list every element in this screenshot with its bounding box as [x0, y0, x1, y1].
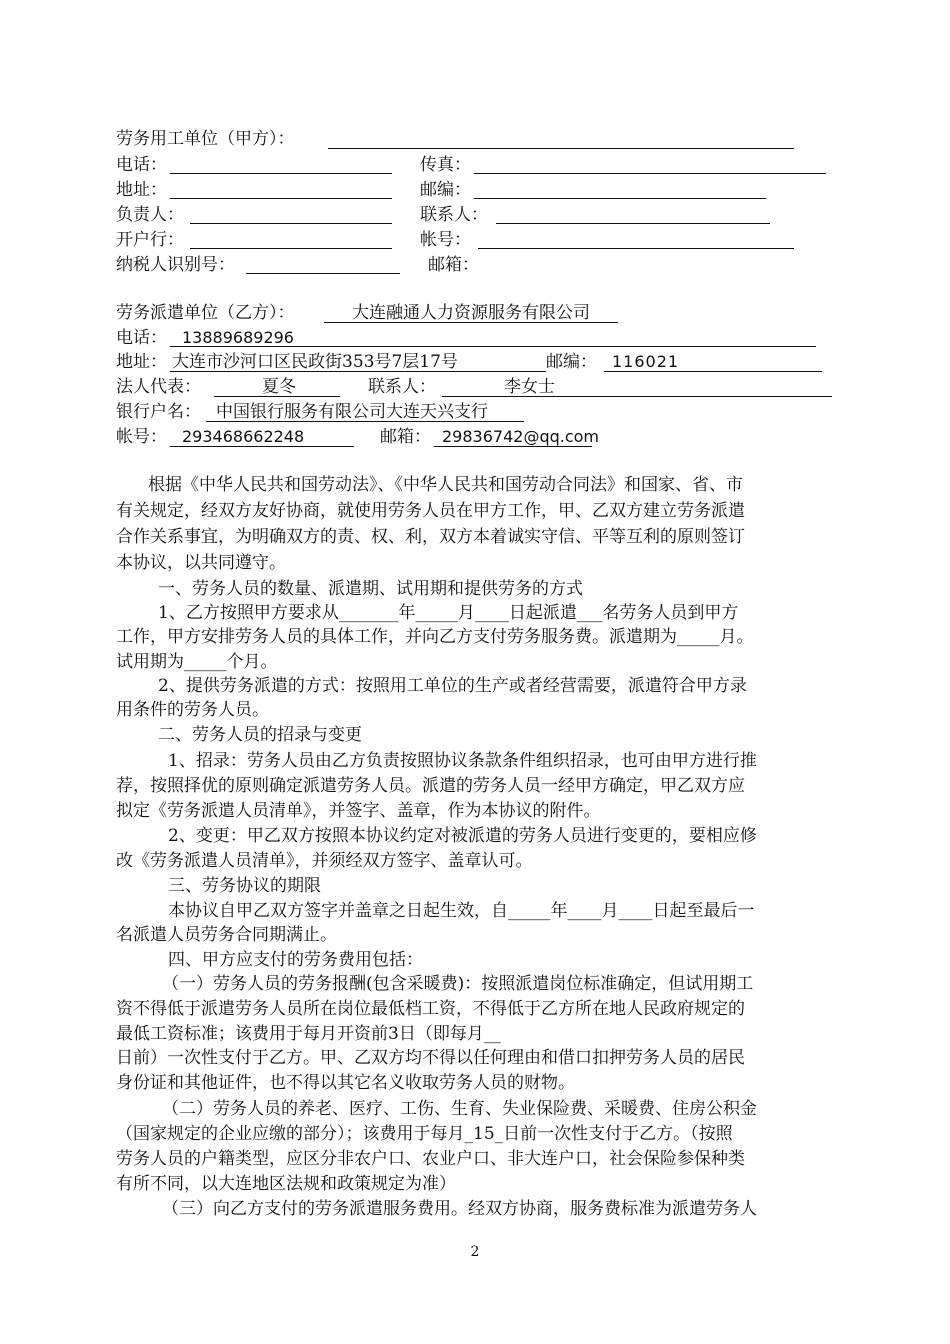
- party-a-fax-label: 传真：: [420, 155, 471, 175]
- body-line: 劳务人员的户籍类型，应区分非农户口、农业户口、非大连户口，社会保险参保种类: [116, 1149, 745, 1169]
- party-b-postcode-label: 邮编：: [546, 352, 597, 372]
- party-b-contact-label: 联系人：: [368, 377, 436, 397]
- party-b-phone-underline: [170, 346, 816, 347]
- body-line: 名派遣人员劳务合同期满止。: [116, 925, 337, 945]
- party-a-principal-label: 负责人：: [116, 205, 184, 225]
- party-a-contact-field[interactable]: [496, 223, 770, 224]
- section-heading: 三、劳务协议的期限: [168, 876, 321, 896]
- body-line: （三）向乙方支付的劳务派遣服务费用。经双方协商，服务费标准为派遣劳务人: [162, 1199, 757, 1219]
- body-line: （国家规定的企业应缴的部分）；该费用于每月_15_日前一次性支付于乙方。（按照: [116, 1124, 733, 1144]
- party-a-address-label: 地址：: [116, 180, 167, 200]
- party-b-email-underline: [434, 446, 592, 447]
- party-a-account-label: 帐号：: [420, 230, 471, 250]
- body-line: 有关规定，经双方友好协商，就使用劳务人员在甲方工作，甲、乙双方建立劳务派遣: [116, 501, 745, 521]
- party-b-legal-rep-label: 法人代表：: [116, 377, 201, 397]
- body-line: 工作，甲方安排劳务人员的具体工作，并向乙方支付劳务服务费。派遣期为_____月。: [116, 627, 754, 647]
- party-b-name: 大连融通人力资源服务有限公司: [352, 303, 590, 323]
- party-a-fax-field[interactable]: [474, 173, 826, 174]
- party-a-bank-field[interactable]: [190, 248, 392, 249]
- body-line: （二）劳务人员的养老、医疗、工伤、生育、失业保险费、采暖费、住房公积金: [162, 1099, 757, 1119]
- body-line: 身份证和其他证件，也不得以其它名义收取劳务人员的财物。: [116, 1073, 575, 1093]
- party-b-address-underline: [170, 371, 546, 372]
- party-b-account-label: 帐号：: [116, 427, 167, 447]
- body-line: 1、乙方按照甲方要求从_______年_____月____日起派遣___名劳务人员到甲方: [158, 603, 739, 623]
- body-line: 资不得低于派遣劳务人员所在岗位最低档工资，不得低于乙方所在地人民政府规定的: [116, 999, 745, 1019]
- body-line: 合作关系事宜，为明确双方的责、权、利，双方本着诚实守信、平等互利的原则签订: [116, 527, 745, 547]
- party-b-email: 29836742@qq.com: [442, 427, 600, 446]
- party-a-email-label: 邮箱：: [428, 255, 479, 275]
- party-b-bank-label: 银行户名：: [116, 402, 201, 422]
- party-b-postcode: 116021: [612, 352, 680, 371]
- body-line: 最低工资标准；该费用于每月开资前3日（即每月__: [116, 1024, 501, 1044]
- party-b-title: 劳务派遣单位（乙方）：: [116, 303, 295, 323]
- party-b-legal-rep: 夏冬: [262, 377, 296, 397]
- body-line: 2、提供劳务派遣的方式：按照用工单位的生产或者经营需要，派遣符合甲方录: [158, 676, 747, 696]
- party-a-postcode-label: 邮编：: [420, 180, 471, 200]
- section-heading: 四、甲方应支付的劳务费用包括：: [168, 950, 423, 970]
- party-a-title: 劳务用工单位（甲方）：: [116, 129, 295, 149]
- party-b-legal-rep-underline: [214, 396, 340, 397]
- section-heading: 二、劳务人员的招录与变更: [158, 725, 362, 745]
- party-a-postcode-field[interactable]: [474, 198, 766, 199]
- party-b-account-underline: [170, 446, 354, 447]
- party-b-postcode-underline: [604, 371, 822, 372]
- party-a-address-field[interactable]: [170, 198, 392, 199]
- party-b-name-underline: [324, 322, 618, 323]
- body-line: 2、变更：甲乙双方按照本协议约定对被派遣的劳务人员进行变更的，要相应修: [168, 826, 757, 846]
- body-line: 有所不同，以大连地区法规和政策规定为准）: [116, 1174, 456, 1194]
- body-line: 拟定《劳务派遣人员清单》，并签字、盖章，作为本协议的附件。: [116, 801, 601, 821]
- page-number: 2: [470, 1244, 480, 1260]
- party-b-bank-underline: [206, 421, 524, 422]
- section-heading: 一、劳务人员的数量、派遣期、试用期和提供劳务的方式: [158, 579, 583, 599]
- party-b-phone: 13889689296: [182, 328, 294, 347]
- party-b-address-label: 地址：: [116, 352, 167, 372]
- party-a-name-field[interactable]: [328, 148, 794, 149]
- party-b-email-label: 邮箱：: [380, 427, 431, 447]
- party-a-taxid-field[interactable]: [246, 273, 400, 274]
- body-line: 用条件的劳务人员。: [116, 700, 269, 720]
- body-line: 试用期为_____个月。: [116, 652, 278, 672]
- party-b-contact: 李女士: [504, 377, 555, 397]
- body-line: 1、招录：劳务人员由乙方负责按照协议条款条件组织招录，也可由甲方进行推: [168, 751, 757, 771]
- body-line: 本协议，以共同遵守。: [116, 553, 286, 573]
- party-a-phone-field[interactable]: [170, 173, 392, 174]
- body-line: 改《劳务派遣人员清单》，并须经双方签字、盖章认可。: [116, 851, 533, 871]
- party-a-phone-label: 电话：: [116, 155, 167, 175]
- party-a-bank-label: 开户行：: [116, 230, 184, 250]
- party-b-bank: 中国银行服务有限公司大连天兴支行: [216, 402, 488, 422]
- body-line: 日前）一次性支付于乙方。甲、乙双方均不得以任何理由和借口扣押劳务人员的居民: [116, 1048, 745, 1068]
- party-a-principal-field[interactable]: [190, 223, 392, 224]
- body-line: 本协议自甲乙双方签字并盖章之日起生效，自_____年____月____日起至最后一: [168, 901, 755, 921]
- party-b-contact-underline: [442, 396, 832, 397]
- body-line: （一）劳务人员的劳务报酬(包含采暖费)：按照派遣岗位标准确定，但试用期工: [162, 974, 754, 994]
- party-b-phone-label: 电话：: [116, 328, 167, 348]
- body-line: 根据《中华人民共和国劳动法》、《中华人民共和国劳动合同法》和国家、省、市: [148, 475, 743, 495]
- party-b-account: 293468662248: [182, 427, 305, 446]
- party-b-address: 大连市沙河口区民政街353号7层17号: [172, 352, 458, 372]
- body-line: 荐，按照择优的原则确定派遣劳务人员。派遣的劳务人员一经甲方确定，甲乙双方应: [116, 776, 745, 796]
- party-a-taxid-label: 纳税人识别号：: [116, 255, 235, 275]
- party-a-account-field[interactable]: [478, 248, 794, 249]
- party-a-contact-label: 联系人：: [420, 205, 488, 225]
